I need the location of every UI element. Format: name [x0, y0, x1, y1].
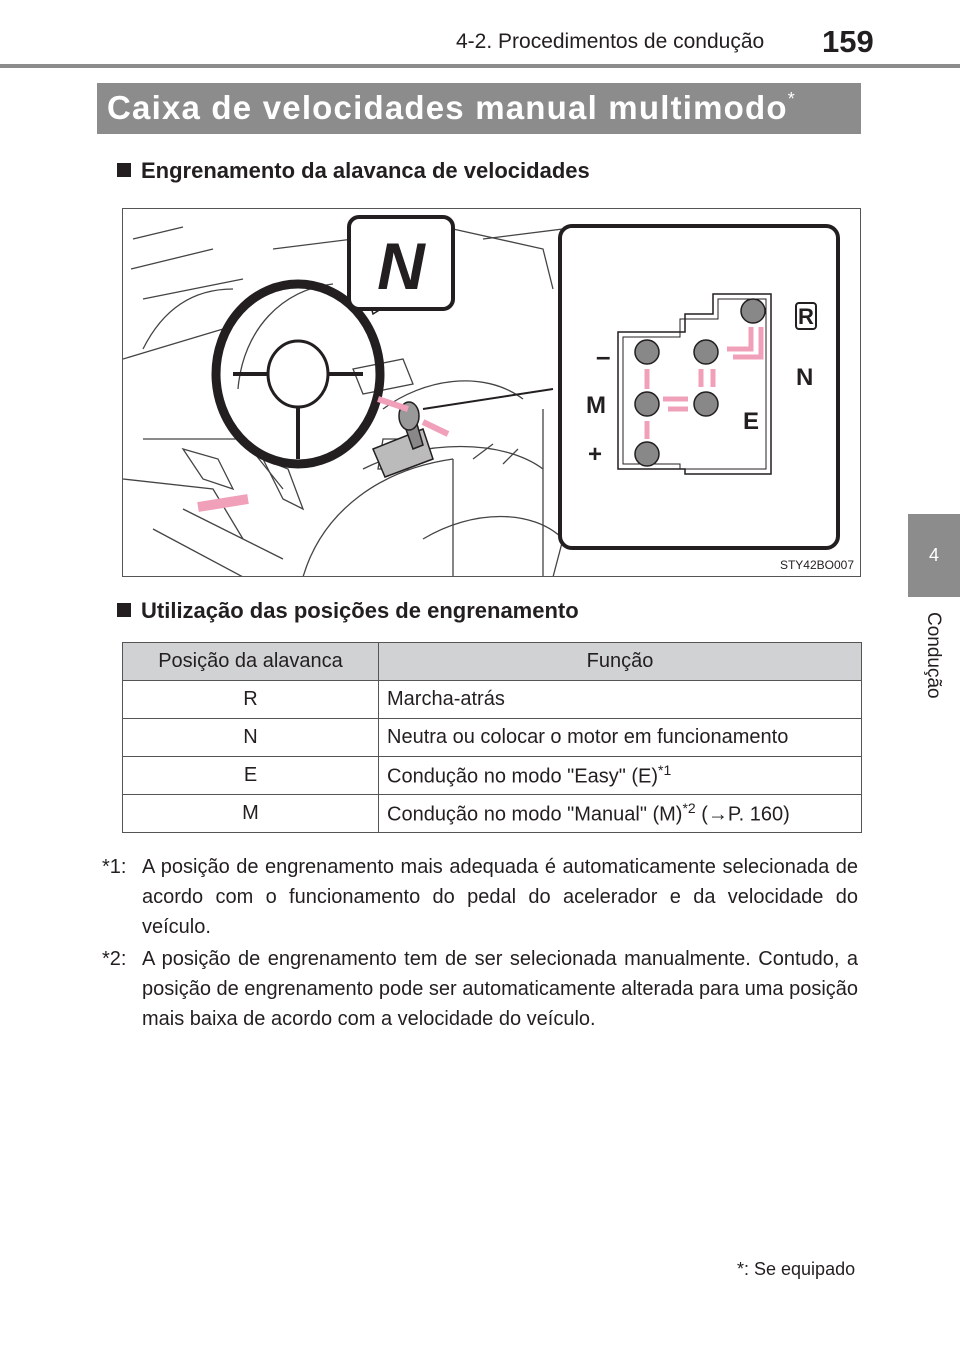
clutch-pedal-arrow	[198, 499, 248, 507]
page-number: 159	[822, 24, 874, 59]
footnote-ref: *2	[682, 800, 696, 817]
shift-gate-inset	[560, 226, 838, 548]
gate-label-e: E	[743, 408, 760, 435]
gate-label-r: R	[798, 304, 814, 329]
gear-positions-table	[122, 642, 862, 833]
footnote-text: A posição de engrenamento tem de ser selecionada manualmente. Contudo, a posição de engrenamento pode ser automaticamente alterada para uma posição mais baixa de acordo com a velocidade do veículo.	[142, 948, 859, 1030]
table-row	[123, 719, 862, 757]
header-function: Função	[379, 643, 862, 681]
equipped-mark: *	[787, 89, 796, 109]
gate-label-n: N	[796, 364, 814, 391]
gate-label-plus: +	[588, 441, 603, 468]
meter-display	[349, 217, 453, 314]
position-cell: E	[123, 757, 379, 795]
table-row	[123, 795, 862, 833]
function-text: Neutra ou colocar o motor em funcionamento	[387, 726, 789, 748]
section-title	[107, 89, 796, 127]
lever-arrow-down	[423, 422, 448, 434]
gate-label-minus: –	[596, 341, 611, 371]
equipped-note: *: Se equipado	[737, 1259, 856, 1279]
figure-code: STY42BO007	[779, 558, 854, 572]
function-text: Condução no modo "Manual" (M)	[387, 803, 683, 826]
position-cell: M	[123, 795, 379, 833]
sub-heading-positions	[117, 598, 579, 624]
header-rule	[0, 64, 960, 68]
sub-heading-shift	[117, 158, 590, 184]
shift-lever-illustration	[122, 208, 861, 577]
table-row	[123, 681, 862, 719]
footnote-mark: *1:	[102, 856, 127, 878]
sub-heading-positions-text: Utilização das posições de engrenamento	[141, 598, 579, 623]
footnote-mark: *2:	[102, 948, 127, 970]
sub-heading-shift-text: Engrenamento da alavanca de velocidades	[141, 158, 590, 183]
position-cell: R	[123, 681, 379, 719]
section-title-text: Caixa de velocidades manual multimodo	[107, 89, 788, 126]
function-text: Marcha-atrás	[387, 688, 505, 710]
function-cell	[379, 681, 862, 719]
function-cell	[379, 719, 862, 757]
footnote-2	[102, 944, 858, 1034]
gate-label-m: M	[586, 392, 606, 419]
page-reference: (→P. 160)	[695, 803, 790, 826]
function-cell	[379, 757, 862, 795]
chapter-tab-label: Condução	[923, 612, 944, 699]
footnote-ref: *1	[658, 762, 672, 779]
table-row	[123, 757, 862, 795]
illustration-svg	[123, 209, 861, 577]
header-position: Posição da alavanca	[123, 643, 379, 681]
chapter-tab: 4	[908, 514, 960, 597]
footnote-1	[102, 852, 858, 942]
table-header-row	[123, 643, 862, 681]
function-text: Condução no modo "Easy" (E)	[387, 765, 659, 788]
footnote-text: A posição de engrenamento mais adequada é automaticamente selecionada de acordo com o funcionamento do pedal do acelerador e da velocidade do veículo.	[142, 856, 858, 938]
bullet-square-icon	[117, 603, 131, 617]
function-cell	[379, 795, 862, 833]
display-letter: N	[377, 229, 425, 303]
position-cell: N	[123, 719, 379, 757]
bullet-square-icon	[117, 163, 131, 177]
section-title-bar	[97, 83, 861, 134]
steering-wheel	[216, 284, 380, 464]
chapter-title: 4-2. Procedimentos de condução	[456, 30, 765, 53]
